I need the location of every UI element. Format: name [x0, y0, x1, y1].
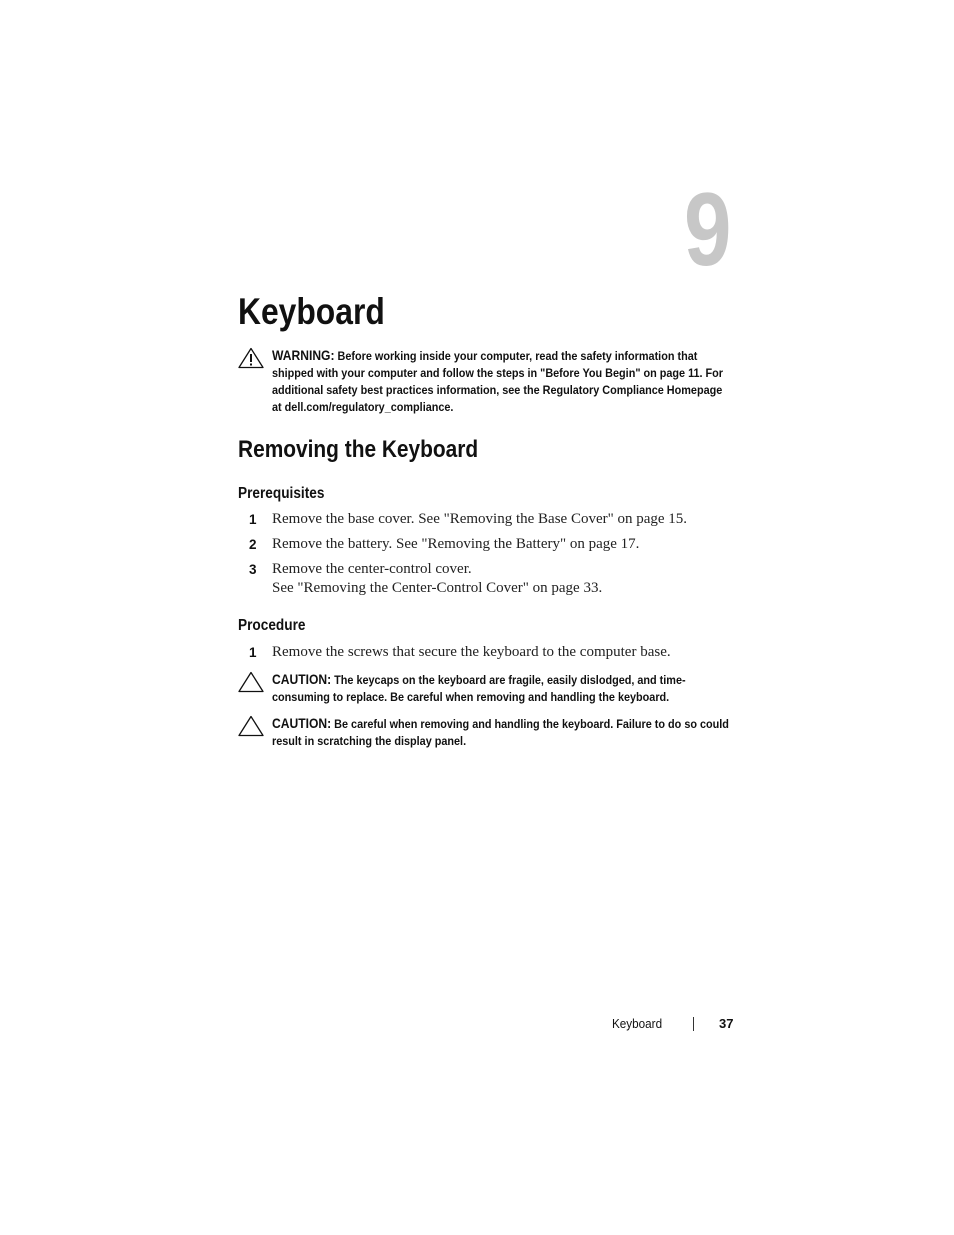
- step-text: [272, 510, 742, 529]
- footer-divider: [693, 1017, 694, 1031]
- caution-text: [272, 715, 735, 750]
- step-line: See "Removing the Center-Control Cover" on page 33.: [272, 580, 603, 596]
- caution-triangle-icon: [238, 715, 264, 737]
- footer-chapter-label: Keyboard: [612, 1016, 663, 1031]
- warning-triangle-icon: [238, 347, 264, 369]
- step-text: [272, 560, 742, 598]
- caution-body: Be careful when removing and handling the keyboard. Failure to do so could result in scratching the display panel.: [272, 717, 729, 748]
- step-line: Remove the battery. See "Removing the Battery" on page 17.: [272, 536, 640, 552]
- warning-body: Before working inside your computer, read the safety information that shipped with your computer and follow the steps in "Before You Begin" on page 11. For additional safety best practices information, see the Regulatory Compliance Homepage at dell.com/regulatory_compliance.: [272, 349, 724, 414]
- step-line: Remove the screws that secure the keyboard to the computer base.: [272, 644, 671, 660]
- section-title: Removing the Keyboard: [238, 436, 479, 463]
- chapter-number: 9: [684, 172, 732, 288]
- caution-label: CAUTION:: [272, 672, 332, 687]
- caution-notice: [238, 715, 738, 751]
- prerequisites-heading: Prerequisites: [238, 485, 325, 502]
- step-text: [272, 643, 742, 662]
- caution-text: [272, 671, 735, 706]
- step-text: [272, 535, 742, 554]
- step-number: 3: [249, 562, 257, 577]
- procedure-heading: Procedure: [238, 617, 306, 634]
- step-number: 1: [249, 512, 257, 527]
- warning-text: [272, 347, 735, 416]
- step-line: Remove the center-control cover.: [272, 561, 472, 577]
- caution-body: The keycaps on the keyboard are fragile, easily dislodged, and time-consuming to replace. Be careful when removing and handling the keyboard.: [272, 673, 686, 704]
- warning-notice: [238, 347, 738, 419]
- caution-label: CAUTION:: [272, 716, 332, 731]
- step-number: 1: [249, 645, 257, 660]
- step-number: 2: [249, 537, 257, 552]
- warning-label: WARNING:: [272, 348, 335, 363]
- caution-triangle-icon: [238, 671, 264, 693]
- step-line: Remove the base cover. See "Removing the Base Cover" on page 15.: [272, 511, 688, 527]
- page-number: 37: [719, 1016, 734, 1031]
- caution-notice: [238, 671, 738, 707]
- chapter-title: Keyboard: [238, 291, 385, 332]
